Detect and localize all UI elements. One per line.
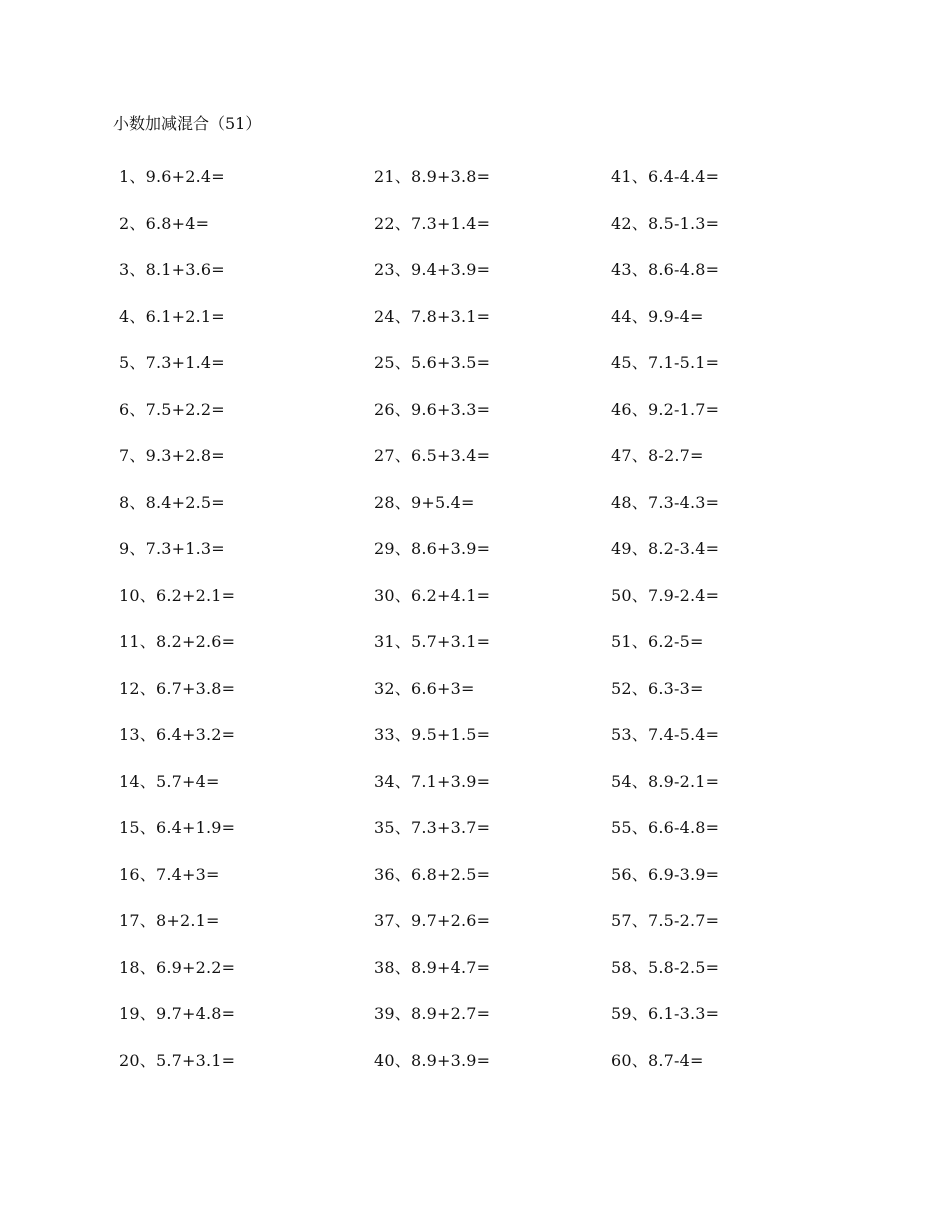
problem-item: 34、7.1+3.9= (374, 771, 491, 791)
problem-item: 32、6.6+3= (374, 678, 475, 698)
problem-item: 35、7.3+3.7= (374, 818, 491, 837)
problem-item: 49、8.2-3.4= (611, 539, 720, 558)
problem-item: 8、8.4+2.5= (119, 492, 225, 512)
problem-item: 5、7.3+1.4= (119, 353, 225, 372)
problem-item: 38、8.9+4.7= (374, 957, 491, 977)
problem-item: 48、7.3-4.3= (611, 492, 720, 512)
problem-item: 47、8-2.7= (611, 446, 704, 465)
problem-item: 21、8.9+3.8= (374, 167, 491, 186)
problem-item: 23、9.4+3.9= (374, 260, 491, 279)
problem-item: 20、5.7+3.1= (119, 1050, 236, 1070)
problem-item: 58、5.8-2.5= (611, 957, 720, 977)
problem-item: 51、6.2-5= (611, 632, 704, 651)
problem-column-1 (119, 166, 359, 1096)
problem-item: 59、6.1-3.3= (611, 1004, 720, 1023)
problem-item: 27、6.5+3.4= (374, 446, 491, 465)
problem-item: 13、6.4+3.2= (119, 725, 236, 744)
problem-item: 46、9.2-1.7= (611, 399, 720, 419)
problem-item: 24、7.8+3.1= (374, 306, 491, 326)
problem-item: 18、6.9+2.2= (119, 957, 236, 977)
problem-column-3 (611, 166, 851, 1096)
problem-item: 4、6.1+2.1= (119, 306, 225, 326)
problem-item: 36、6.8+2.5= (374, 864, 491, 884)
problem-item: 44、9.9-4= (611, 306, 704, 326)
problem-item: 57、7.5-2.7= (611, 911, 720, 930)
problem-item: 42、8.5-1.3= (611, 213, 720, 233)
problem-item: 30、6.2+4.1= (374, 585, 491, 605)
problem-item: 10、6.2+2.1= (119, 585, 236, 605)
problem-item: 12、6.7+3.8= (119, 678, 236, 698)
problem-item: 50、7.9-2.4= (611, 585, 720, 605)
problem-item: 33、9.5+1.5= (374, 725, 491, 744)
problem-item: 53、7.4-5.4= (611, 725, 720, 744)
problem-item: 41、6.4-4.4= (611, 167, 720, 186)
problem-item: 39、8.9+2.7= (374, 1004, 491, 1023)
problem-item: 6、7.5+2.2= (119, 399, 225, 419)
problem-item: 17、8+2.1= (119, 911, 220, 930)
problem-item: 9、7.3+1.3= (119, 539, 225, 558)
problem-item: 52、6.3-3= (611, 678, 704, 698)
problem-item: 45、7.1-5.1= (611, 353, 720, 372)
problem-item: 3、8.1+3.6= (119, 260, 225, 279)
problem-item: 26、9.6+3.3= (374, 399, 491, 419)
problem-item: 31、5.7+3.1= (374, 632, 491, 651)
problem-item: 15、6.4+1.9= (119, 818, 236, 837)
problem-item: 60、8.7-4= (611, 1050, 704, 1070)
problem-item: 7、9.3+2.8= (119, 446, 225, 465)
problem-item: 54、8.9-2.1= (611, 771, 720, 791)
problem-item: 56、6.9-3.9= (611, 864, 720, 884)
problem-item: 40、8.9+3.9= (374, 1050, 491, 1070)
problem-item: 14、5.7+4= (119, 771, 220, 791)
problem-item: 25、5.6+3.5= (374, 353, 491, 372)
problem-item: 11、8.2+2.6= (119, 632, 236, 651)
problem-item: 37、9.7+2.6= (374, 911, 491, 930)
problem-item: 43、8.6-4.8= (611, 260, 720, 279)
page-title: 小数加减混合（51） (113, 114, 262, 133)
problem-item: 28、9+5.4= (374, 492, 475, 512)
problem-item: 55、6.6-4.8= (611, 818, 720, 837)
problem-item: 19、9.7+4.8= (119, 1004, 236, 1023)
problem-item: 29、8.6+3.9= (374, 539, 491, 558)
problem-item: 1、9.6+2.4= (119, 167, 225, 186)
problem-item: 16、7.4+3= (119, 864, 220, 884)
problem-item: 2、6.8+4= (119, 213, 210, 233)
problem-item: 22、7.3+1.4= (374, 213, 491, 233)
problem-column-2 (374, 166, 614, 1096)
